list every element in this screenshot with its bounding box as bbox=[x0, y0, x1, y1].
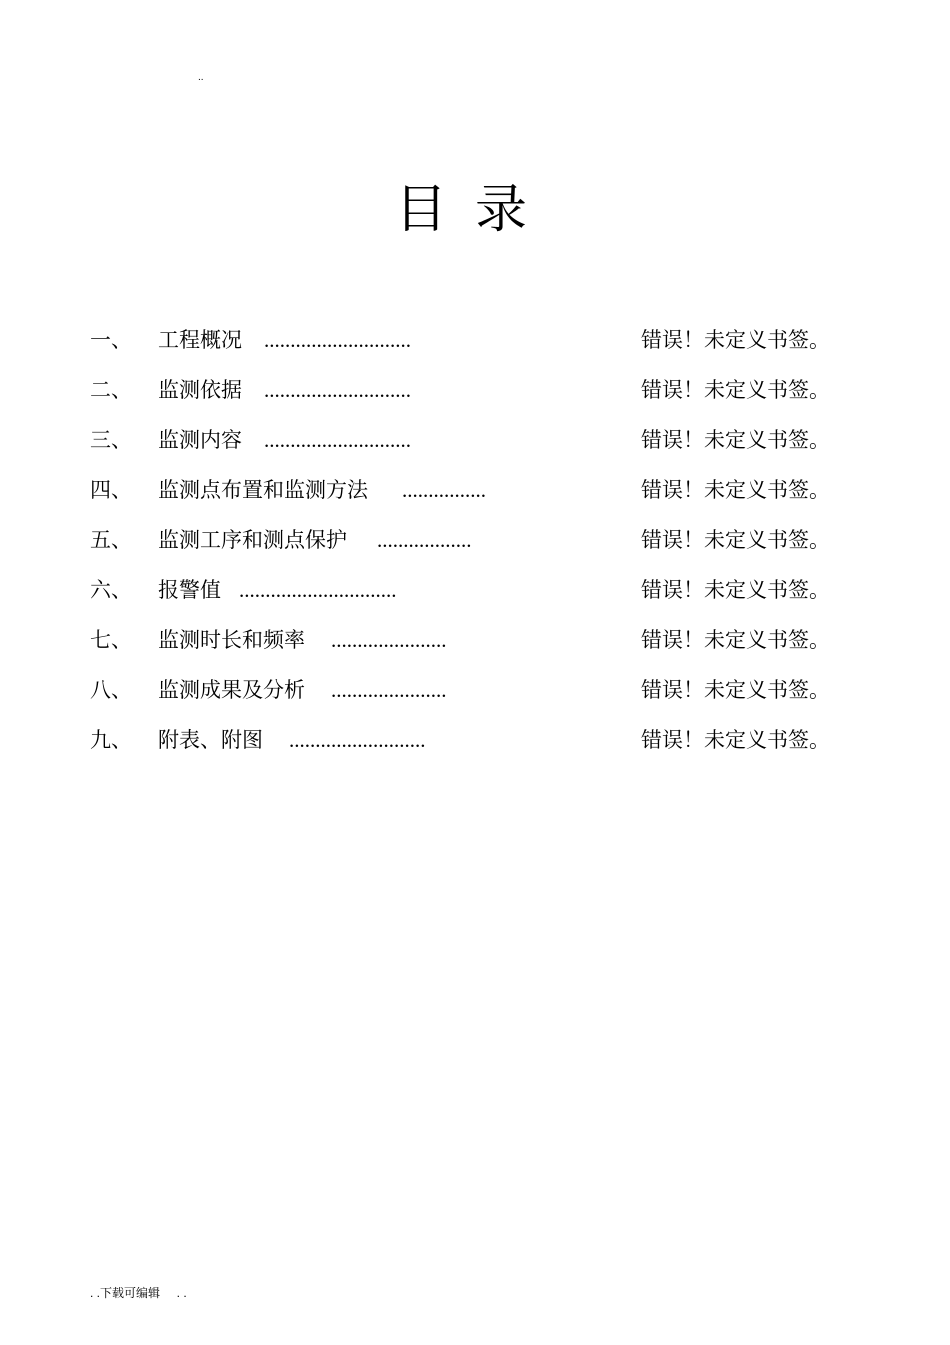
toc-item-number: 五、 bbox=[90, 528, 132, 552]
toc-item-leader: ............................ bbox=[264, 378, 411, 402]
toc-item-page: 错误！未定义书签。 bbox=[641, 428, 830, 452]
toc-item-leader: ...................... bbox=[331, 678, 447, 702]
footer-note: . .下载可编辑 . . bbox=[90, 1286, 187, 1300]
toc-item-leader: .............................. bbox=[239, 578, 397, 602]
toc-item-leader: ............................ bbox=[264, 328, 411, 352]
header-mark: .. bbox=[198, 72, 204, 83]
toc-item-leader: .................. bbox=[377, 528, 472, 552]
toc-item-leader: .......................... bbox=[289, 728, 426, 752]
toc-item-page: 错误！未定义书签。 bbox=[641, 328, 830, 352]
toc-item-number: 六、 bbox=[90, 578, 132, 602]
toc-item-label: 监测工序和测点保护 .................. bbox=[158, 528, 472, 552]
toc-item-label: 监测点布置和监测方法 ................ bbox=[158, 478, 486, 502]
toc-item-page: 错误！未定义书签。 bbox=[641, 378, 830, 402]
toc-item[interactable] bbox=[0, 672, 950, 722]
toc-item[interactable] bbox=[0, 422, 950, 472]
toc-item-page: 错误！未定义书签。 bbox=[641, 578, 830, 602]
toc-item-page: 错误！未定义书签。 bbox=[641, 478, 830, 502]
toc-item-page: 错误！未定义书签。 bbox=[641, 628, 830, 652]
toc-item[interactable] bbox=[0, 572, 950, 622]
toc-item-number: 七、 bbox=[90, 628, 132, 652]
toc-item-number: 二、 bbox=[90, 378, 132, 402]
toc-item-page: 错误！未定义书签。 bbox=[641, 678, 830, 702]
toc-item-label: 监测成果及分析 ...................... bbox=[158, 678, 447, 702]
toc-item-leader: ................ bbox=[402, 478, 486, 502]
toc-item-label: 附表、附图 .......................... bbox=[158, 728, 426, 752]
toc-item[interactable] bbox=[0, 622, 950, 672]
toc-item-leader: ............................ bbox=[264, 428, 411, 452]
toc-item-page: 错误！未定义书签。 bbox=[641, 528, 830, 552]
toc-item-leader: ...................... bbox=[331, 628, 447, 652]
toc-item-page: 错误！未定义书签。 bbox=[641, 728, 830, 752]
toc-item[interactable] bbox=[0, 322, 950, 372]
toc-item-number: 一、 bbox=[90, 328, 132, 352]
toc-item-number: 四、 bbox=[90, 478, 132, 502]
toc-item-number: 八、 bbox=[90, 678, 132, 702]
toc-item[interactable] bbox=[0, 722, 950, 772]
toc-item-label: 监测依据 ............................ bbox=[158, 378, 411, 402]
toc-item-number: 三、 bbox=[90, 428, 132, 452]
table-of-contents bbox=[0, 322, 950, 772]
toc-item-label: 监测内容 ............................ bbox=[158, 428, 411, 452]
toc-item[interactable] bbox=[0, 472, 950, 522]
toc-item-number: 九、 bbox=[90, 728, 132, 752]
toc-item[interactable] bbox=[0, 522, 950, 572]
toc-item-label: 监测时长和频率 ...................... bbox=[158, 628, 447, 652]
toc-item[interactable] bbox=[0, 372, 950, 422]
toc-item-label: 报警值 .............................. bbox=[158, 578, 397, 602]
toc-item-label: 工程概况 ............................ bbox=[158, 328, 411, 352]
page-title: 目录 bbox=[394, 180, 555, 240]
